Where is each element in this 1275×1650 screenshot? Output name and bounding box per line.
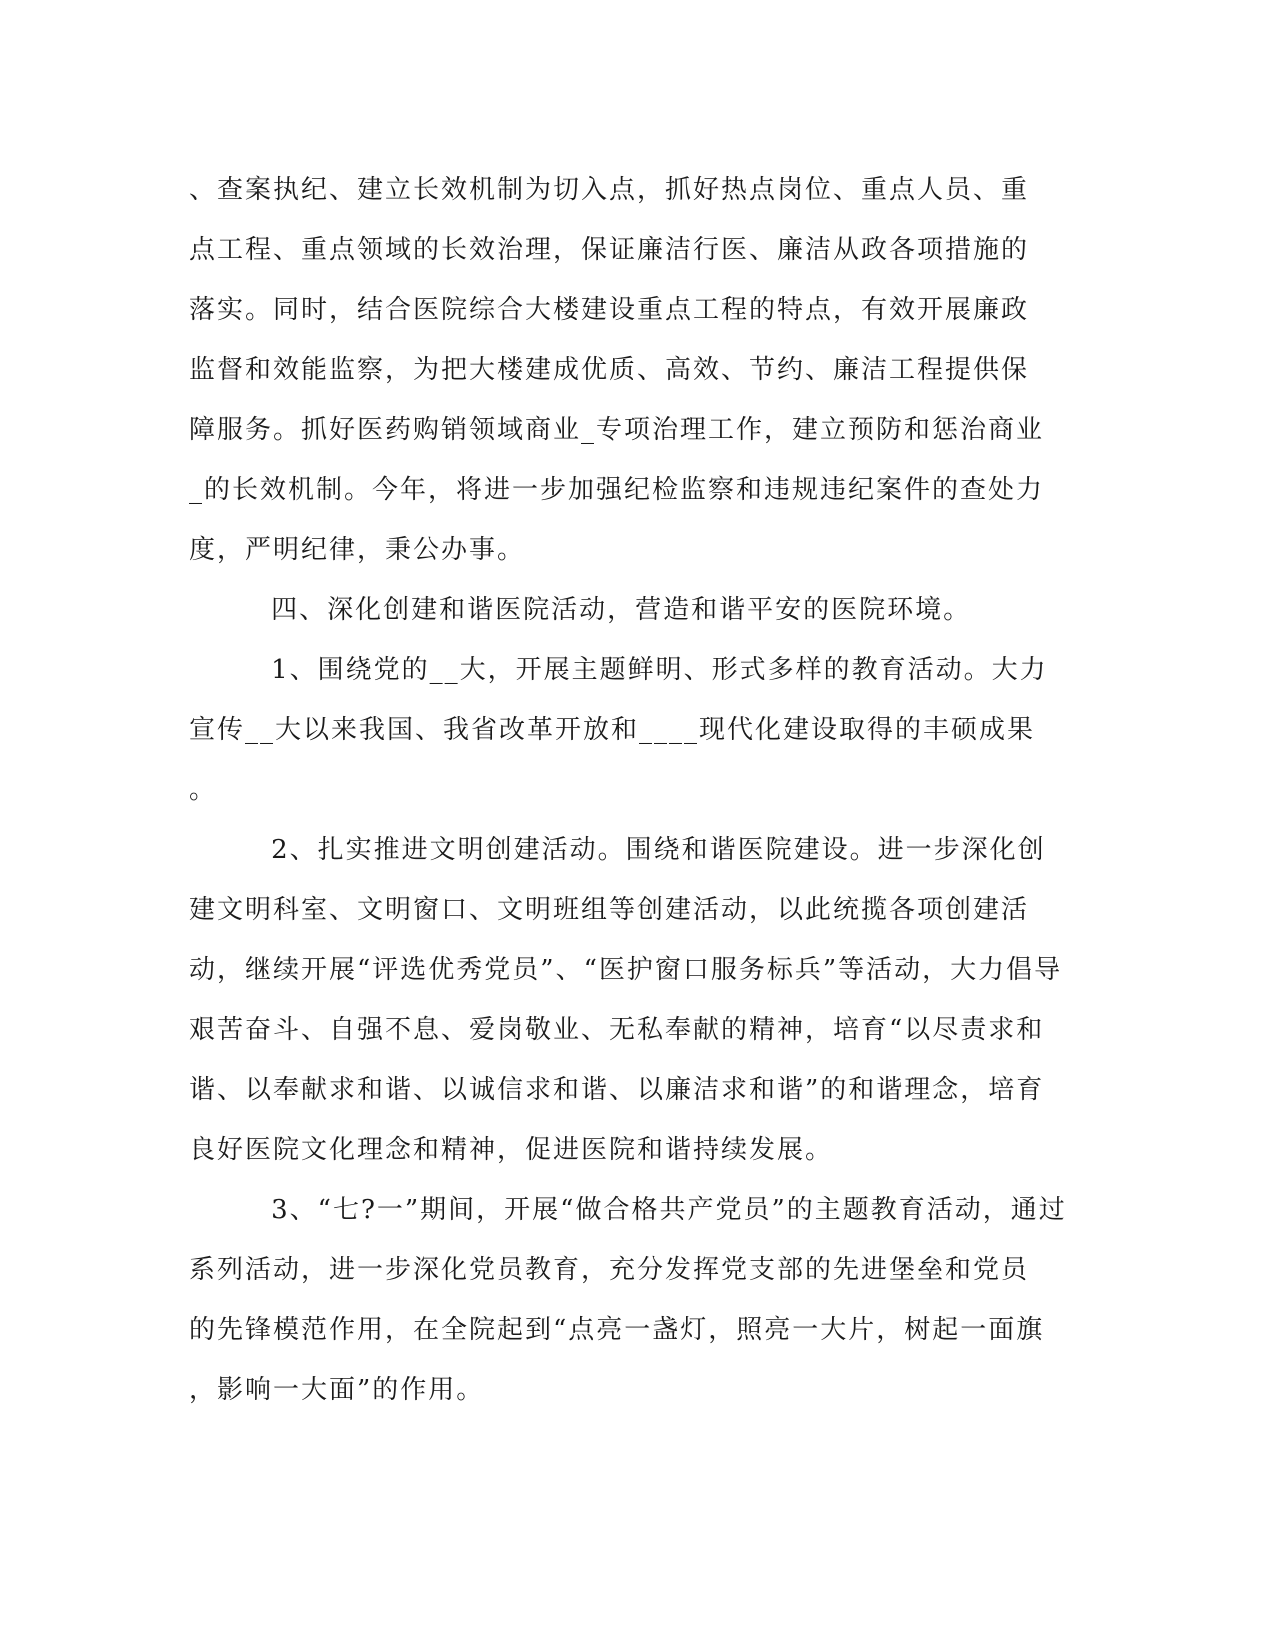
text-line: 障服务。抓好医药购销领域商业_专项治理工作，建立预防和惩治商业 bbox=[189, 415, 1045, 445]
text-line: 宣传__大以来我国、我省改革开放和____现代化建设取得的丰硕成果 bbox=[189, 715, 1036, 745]
document-body bbox=[189, 160, 1089, 1420]
text-line: 、查案执纪、建立长效机制为切入点，抓好热点岗位、重点人员、重 bbox=[189, 175, 1030, 205]
text-line: 动，继续开展“评选优秀党员”、“医护窗口服务标兵”等活动，大力倡导 bbox=[189, 955, 1063, 985]
text-line: 监督和效能监察，为把大楼建成优质、高效、节约、廉洁工程提供保 bbox=[189, 355, 1030, 385]
text-line: 艰苦奋斗、自强不息、爱岗敬业、无私奉献的精神，培育“以尽责求和 bbox=[189, 1015, 1045, 1045]
section-heading: 四、深化创建和谐医院活动，营造和谐平安的医院环境。 bbox=[189, 595, 972, 625]
text-line: 度，严明纪律，秉公办事。 bbox=[189, 535, 526, 565]
text-line: 谐、以奉献求和谐、以诚信求和谐、以廉洁求和谐”的和谐理念，培育 bbox=[189, 1075, 1045, 1105]
text-line: _的长效机制。今年，将进一步加强纪检监察和违规违纪案件的查处力 bbox=[189, 475, 1045, 505]
text-line: 落实。同时，结合医院综合大楼建设重点工程的特点，有效开展廉政 bbox=[189, 295, 1030, 325]
text-line: 系列活动，进一步深化党员教育，充分发挥党支部的先进堡垒和党员 bbox=[189, 1255, 1030, 1285]
text-line: 的先锋模范作用，在全院起到“点亮一盏灯，照亮一大片，树起一面旗 bbox=[189, 1315, 1045, 1345]
text-line: 建文明科室、文明窗口、文明班组等创建活动，以此统揽各项创建活 bbox=[189, 895, 1030, 925]
text-line: 1、围绕党的__大，开展主题鲜明、形式多样的教育活动。大力 bbox=[189, 655, 1048, 685]
text-line: 。 bbox=[189, 775, 218, 805]
text-line: 良好医院文化理念和精神，促进医院和谐持续发展。 bbox=[189, 1135, 834, 1165]
text-line: 3、“七?一”期间，开展“做合格共产党员”的主题教育活动，通过 bbox=[189, 1195, 1067, 1225]
text-line: 2、扎实推进文明创建活动。围绕和谐医院建设。进一步深化创 bbox=[189, 835, 1046, 865]
text-line: ，影响一大面”的作用。 bbox=[189, 1375, 485, 1405]
text-line: 点工程、重点领域的长效治理，保证廉洁行医、廉洁从政各项措施的 bbox=[189, 235, 1030, 265]
